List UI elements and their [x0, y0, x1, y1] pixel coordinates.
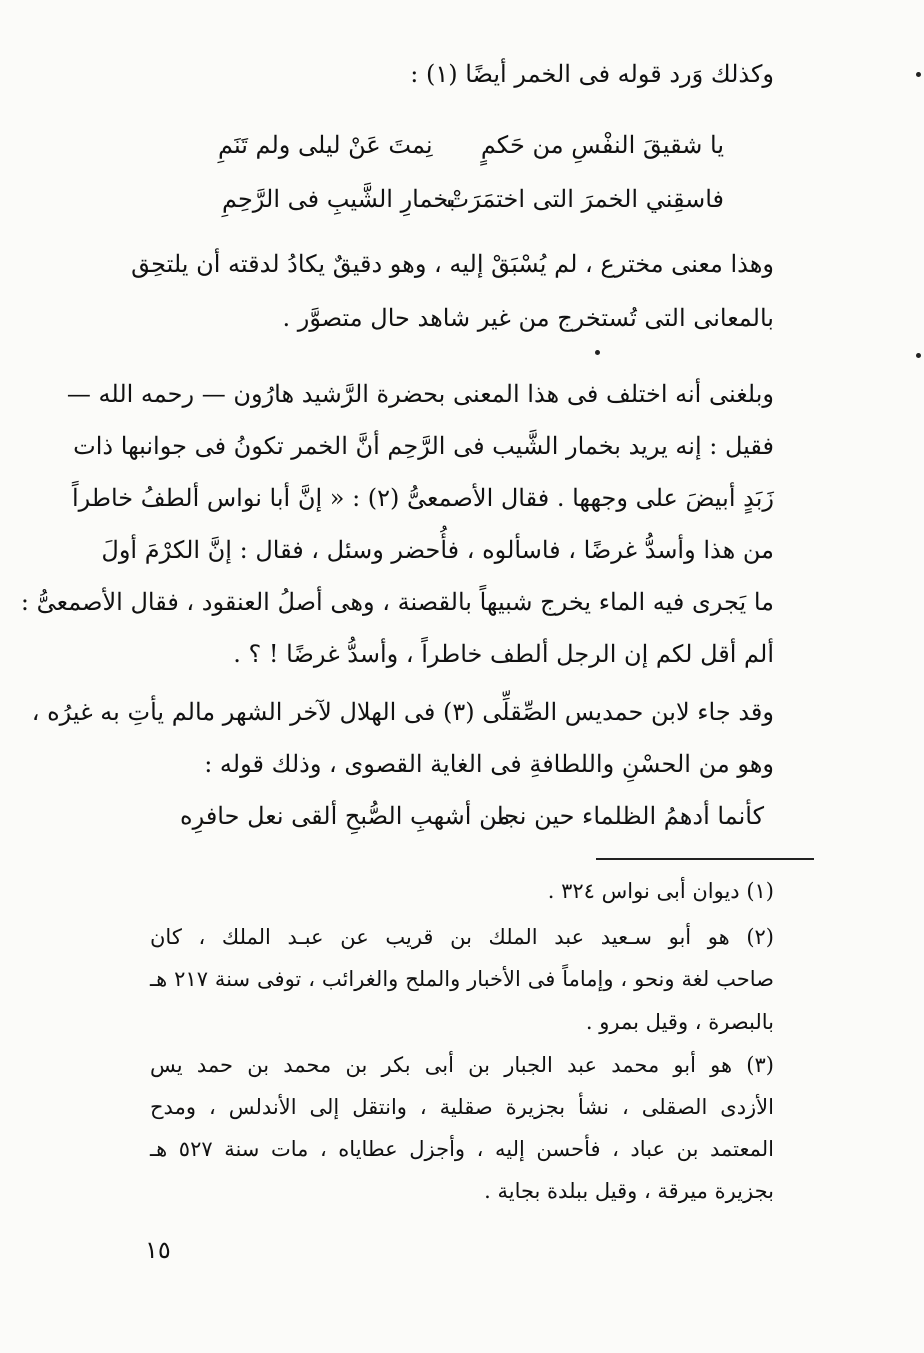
intro-line: وكذلك وَرد قوله فى الخمر أيضًا (١) :	[410, 60, 774, 88]
paragraph-2-line-6: ألم أقل لكم إن الرجل ألطف خاطراً ، وأسدُّ غرضًا ! ؟ .	[233, 640, 774, 668]
paragraph-3-line-1: وقد جاء لابن حمديس الصِّقلِّى (٣) فى الهلال لآخر الشهر مالم يأتِ به غيرُه ،	[31, 698, 774, 726]
paragraph-1-line-2: بالمعانى التى تُستخرج من غير شاهد حال متصوَّر .	[282, 304, 774, 332]
footnote-3-line-1: (٣) هو أبو محمد عبد الجبار بن أبى بكر بن محمد بن حمد يس	[150, 1053, 774, 1077]
margin-mark	[916, 353, 921, 358]
verse-3-right-hemistich: كأنما أدهمُ الظلماء حين نجا	[496, 802, 764, 830]
verse-2-right-hemistich: فاسقِني الخمرَ التى اختمَرَتْ	[446, 185, 724, 213]
footnote-3-line-3: المعتمد بن عباد ، فأحسن إليه ، وأجزل عطاياه ، مات سنة ٥٢٧ هـ	[150, 1137, 774, 1161]
paragraph-2-line-5: ما يَجرى فيه الماء يخرج شبيهاً بالقصنة ، وهى أصلُ العنقود ، فقال الأصمعىُّ :	[20, 588, 774, 616]
verse-3-left-hemistich: من أشهبِ الصُّبحِ ألقى نعل حافرِه	[180, 802, 511, 830]
margin-mark	[595, 350, 600, 355]
verse-1-right-hemistich: يا شقيقَ النفْسِ من حَكمٍ	[480, 131, 724, 159]
paragraph-2-line-4: من هذا وأسدُّ غرضًا ، فاسألوه ، فأُحضر وسئل ، فقال : إنَّ الكرْمَ أولَ	[101, 536, 774, 564]
page-number: ١٥	[145, 1236, 171, 1264]
footnote-3-line-4: بجزيرة ميرقة ، وقيل ببلدة بجاية .	[484, 1179, 774, 1203]
verse-1-left-hemistich: نِمتَ عَنْ ليلى ولم تَنَمِ	[218, 131, 433, 159]
footnote-3-line-2: الأزدى الصقلى ، نشأ بجزيرة صقلية ، وانتقل إلى الأندلس ، ومدح	[150, 1095, 774, 1119]
paragraph-2-line-1: وبلغنى أنه اختلف فى هذا المعنى بحضرة الرَّشيد هارُون — رحمه الله —	[66, 380, 774, 408]
footnote-2-line-2: صاحب لغة ونحو ، وإماماً فى الأخبار والملح والغرائب ، توفى سنة ٢١٧ هـ	[150, 967, 774, 991]
footnote-separator	[596, 858, 814, 860]
paragraph-2-line-3: زَبَدٍ أبيضَ على وجهها . فقال الأصمعىُّ (٢) : « إنَّ أبا نواس ألطفُ خاطراً	[71, 484, 774, 512]
paragraph-1-line-1: وهذا معنى مخترع ، لم يُسْبَقْ إليه ، وهو دقيقٌ يكادُ لدقته أن يلتحِق	[131, 250, 774, 278]
paragraph-2-line-2: فقيل : إنه يريد بخمار الشَّيب فى الرَّحِم أنَّ الخمر تكونُ فى جوانبها ذات	[73, 432, 774, 460]
margin-mark	[916, 72, 921, 77]
footnote-2-line-1: (٢) هو أبو سـعيد عبد الملك بن قريب عن عبـد الملك ، كان	[150, 925, 774, 949]
footnote-1: (١) ديوان أبى نواس ٣٢٤ .	[547, 879, 774, 903]
verse-2-left-hemistich: بخمارِ الشَّيبِ فى الرَّحِمِ	[222, 185, 456, 213]
footnote-2-line-3: بالبصرة ، وقيل بمرو .	[585, 1010, 774, 1034]
paragraph-3-line-2: وهو من الحسْنِ واللطافةِ فى الغاية القصوى ، وذلك قوله :	[204, 750, 774, 778]
